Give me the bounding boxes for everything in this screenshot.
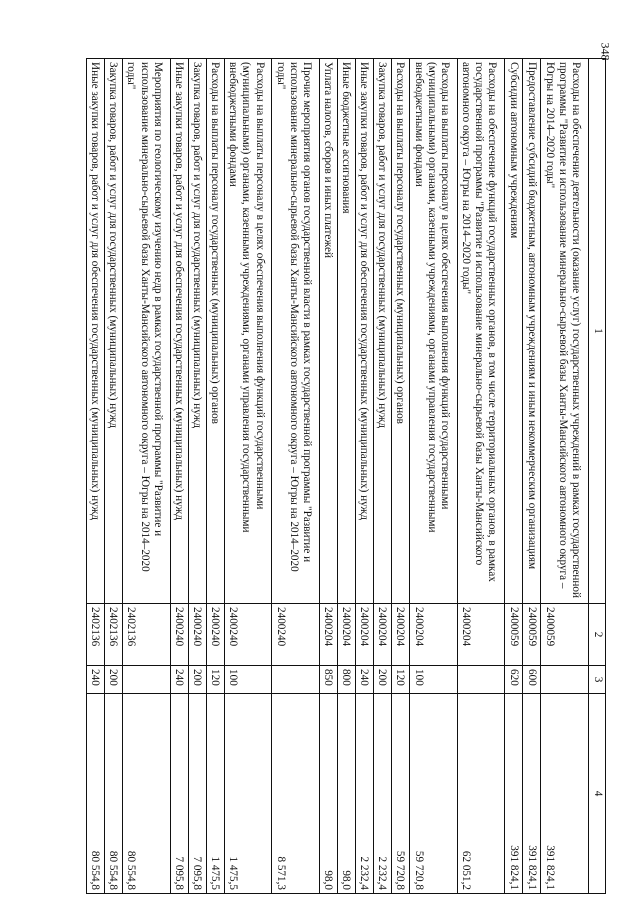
- row-code-cell: 2400240: [206, 604, 224, 666]
- table-row: [374, 59, 392, 894]
- table-row: [105, 59, 123, 894]
- row-code-cell: 2400204: [392, 604, 410, 666]
- row-code-cell: 2400204: [374, 604, 392, 666]
- row-name-cell: Закупка товаров, работ и услуг для государственных (муниципальных) нужд: [105, 59, 123, 604]
- row-group-cell: [457, 666, 505, 694]
- row-code-cell: 2400240: [272, 604, 320, 666]
- column-header-code: 2: [589, 604, 606, 666]
- row-sum-cell: 59 720,8: [392, 694, 410, 894]
- table-row: [170, 59, 188, 894]
- row-code-cell: 2400204: [457, 604, 505, 666]
- row-sum-cell: 80 554,8: [87, 694, 105, 894]
- row-sum-cell: 1 475,5: [206, 694, 224, 894]
- row-code-cell: 2402136: [123, 604, 171, 666]
- row-sum-cell: 1 475,5: [224, 694, 272, 894]
- row-name-cell: Иные закупки товаров, работ и услуг для обеспечения государственных (муниципальных) нужд: [170, 59, 188, 604]
- row-name-cell: Расходы на выплаты персоналу в целях обеспечения выполнения функций государственными (муниципальными) органами, казенными учреждениями, органами управления государственными внебюджетными фондами: [224, 59, 272, 604]
- row-code-cell: 2400059: [541, 604, 589, 666]
- row-name-cell: Закупка товаров, работ и услуг для государственных (муниципальных) нужд: [374, 59, 392, 604]
- table-row: [505, 59, 523, 894]
- table-body: [87, 59, 589, 894]
- row-sum-cell: 7 095,8: [188, 694, 206, 894]
- table-row: [87, 59, 105, 894]
- budget-table: [86, 58, 606, 894]
- row-name-cell: Предоставление субсидий бюджетным, автономным учреждениям и иным некоммерческим организациям: [523, 59, 541, 604]
- row-code-cell: 2400240: [188, 604, 206, 666]
- row-code-cell: 2400240: [170, 604, 188, 666]
- row-group-cell: 800: [338, 666, 356, 694]
- row-group-cell: 100: [224, 666, 272, 694]
- row-name-cell: Мероприятия по геологическому изучению недр в рамках государственной программы "Развитие и использование минерально-сырьевой базы Ханты-Мансийского автономного округа – Югры на 2014–2020 годы": [123, 59, 171, 604]
- row-group-cell: 240: [170, 666, 188, 694]
- row-name-cell: Расходы на выплаты персоналу государственных (муниципальных) органов: [206, 59, 224, 604]
- row-name-cell: Расходы на обеспечение деятельности (оказание услуг) государственных учреждений в рамках государственной программы "Развитие и использование минерально-сырьевой базы Ханты-Мансийского автономного округа – Югры на 2014–2020 годы": [541, 59, 589, 604]
- column-header-name: 1: [589, 59, 606, 604]
- row-group-cell: 850: [320, 666, 338, 694]
- row-sum-cell: 8 571,3: [272, 694, 320, 894]
- row-sum-cell: 80 554,8: [123, 694, 171, 894]
- table-row: [123, 59, 171, 894]
- row-sum-cell: 7 095,8: [170, 694, 188, 894]
- row-name-cell: Иные закупки товаров, работ и услуг для обеспечения государственных (муниципальных) нужд: [356, 59, 374, 604]
- table-row: [523, 59, 541, 894]
- row-group-cell: 100: [410, 666, 458, 694]
- row-sum-cell: 80 554,8: [105, 694, 123, 894]
- row-code-cell: 2400059: [505, 604, 523, 666]
- row-sum-cell: 59 720,8: [410, 694, 458, 894]
- row-group-cell: 620: [505, 666, 523, 694]
- row-name-cell: Иные закупки товаров, работ и услуг для обеспечения государственных (муниципальных) нужд: [87, 59, 105, 604]
- column-header-sum: 4: [589, 694, 606, 894]
- column-header-group: 3: [589, 666, 606, 694]
- table-container: [86, 58, 606, 893]
- row-name-cell: Расходы на выплаты персоналу государственных (муниципальных) органов: [392, 59, 410, 604]
- row-group-cell: 200: [188, 666, 206, 694]
- row-sum-cell: 2 232,4: [374, 694, 392, 894]
- table-row: [457, 59, 505, 894]
- row-code-cell: 2402136: [105, 604, 123, 666]
- row-name-cell: Расходы на обеспечение функций государственных органов, в том числе территориальных органов, в рамках государственной программы "Развитие и использование минерально-сырьевой базы Ханты-Мансийского автономного округа – Югры на 2014–2020 годы": [457, 59, 505, 604]
- row-code-cell: 2400059: [523, 604, 541, 666]
- row-group-cell: 120: [392, 666, 410, 694]
- row-name-cell: Субсидии автономным учреждениям: [505, 59, 523, 604]
- row-group-cell: [123, 666, 171, 694]
- table-row: [410, 59, 458, 894]
- row-name-cell: Уплата налогов, сборов и иных платежей: [320, 59, 338, 604]
- table-row: [206, 59, 224, 894]
- table-row: [224, 59, 272, 894]
- row-code-cell: 2402136: [87, 604, 105, 666]
- table-row: [272, 59, 320, 894]
- row-group-cell: 120: [206, 666, 224, 694]
- row-sum-cell: 391 824,1: [505, 694, 523, 894]
- row-sum-cell: 2 232,4: [356, 694, 374, 894]
- table-row: [356, 59, 374, 894]
- row-sum-cell: 62 051,2: [457, 694, 505, 894]
- row-group-cell: [272, 666, 320, 694]
- row-code-cell: 2400204: [320, 604, 338, 666]
- row-group-cell: 600: [523, 666, 541, 694]
- row-code-cell: 2400204: [410, 604, 458, 666]
- row-name-cell: Иные бюджетные ассигнования: [338, 59, 356, 604]
- row-sum-cell: 391 824,1: [523, 694, 541, 894]
- table-row: [541, 59, 589, 894]
- table-row: [188, 59, 206, 894]
- row-group-cell: [541, 666, 589, 694]
- row-code-cell: 2400204: [338, 604, 356, 666]
- row-name-cell: Расходы на выплаты персоналу в целях обеспечения выполнения функций государственными (муниципальными) органами, казенными учреждениями, органами управления государственными внебюджетными фондами: [410, 59, 458, 604]
- row-code-cell: 2400240: [224, 604, 272, 666]
- row-sum-cell: 391 824,1: [541, 694, 589, 894]
- rotated-page: [86, 58, 606, 893]
- row-code-cell: 2400204: [356, 604, 374, 666]
- table-header-row: [589, 59, 606, 894]
- page-number: 348: [598, 42, 613, 61]
- row-name-cell: Закупка товаров, работ и услуг для государственных (муниципальных) нужд: [188, 59, 206, 604]
- row-sum-cell: 98,0: [338, 694, 356, 894]
- row-group-cell: 200: [105, 666, 123, 694]
- row-group-cell: 240: [87, 666, 105, 694]
- table-row: [338, 59, 356, 894]
- row-sum-cell: 98,0: [320, 694, 338, 894]
- table-row: [392, 59, 410, 894]
- row-group-cell: 200: [374, 666, 392, 694]
- table-row: [320, 59, 338, 894]
- row-group-cell: 240: [356, 666, 374, 694]
- row-name-cell: Прочие мероприятия органов государственной власти в рамках государственной программы "Развитие и использование минерально-сырьевой базы Ханты-Мансийского автономного округа – Югры на 2014–2020 годы": [272, 59, 320, 604]
